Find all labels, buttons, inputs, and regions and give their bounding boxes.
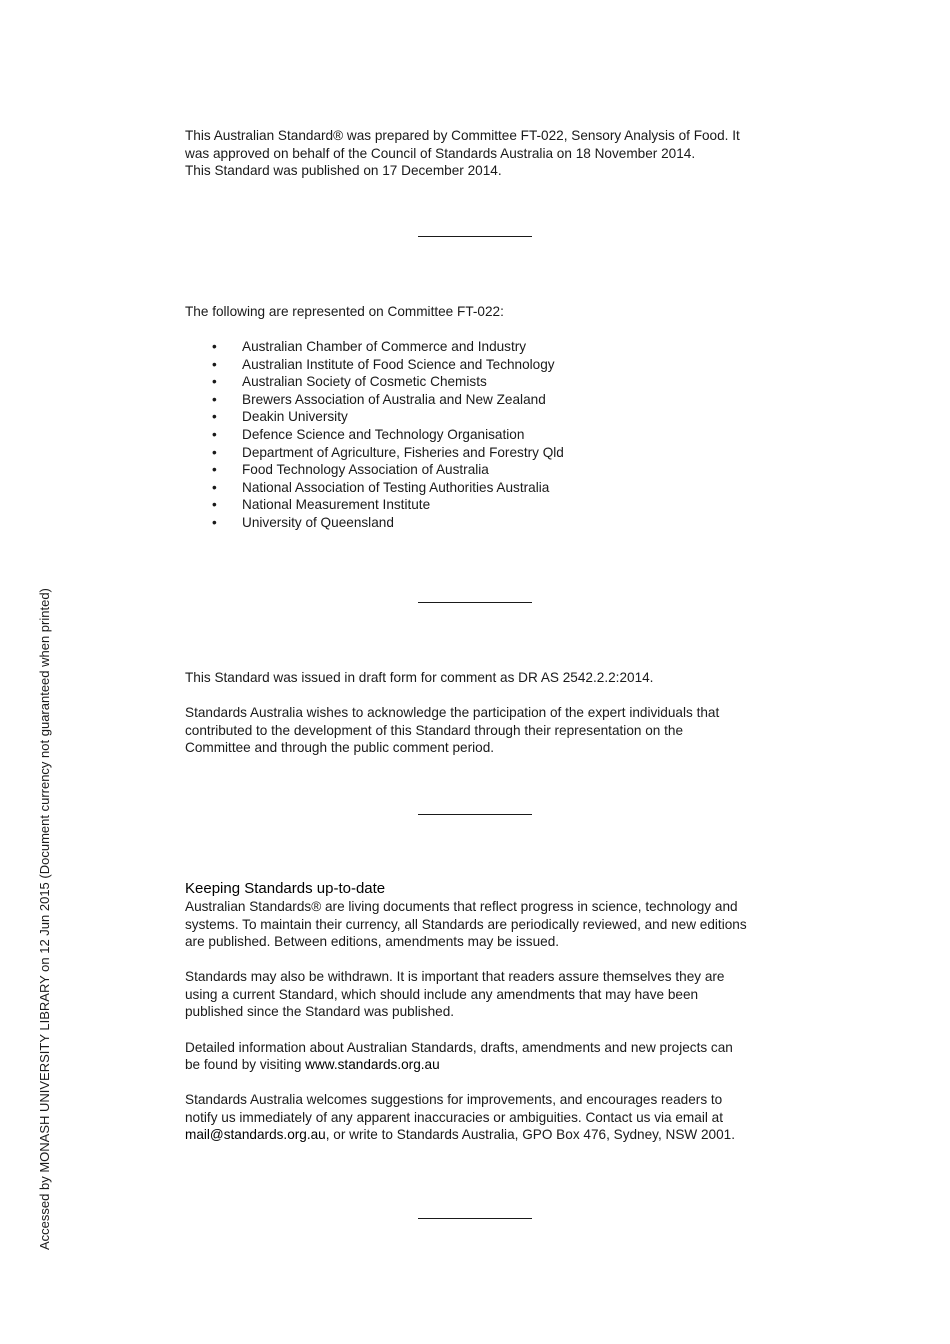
committee-intro: The following are represented on Committee FT-022: <box>185 304 504 319</box>
list-item <box>185 461 775 479</box>
member-name: Defence Science and Technology Organisation <box>242 427 525 443</box>
published-line: This Standard was published on 17 December 2014. <box>185 163 502 179</box>
member-name: National Measurement Institute <box>242 497 431 513</box>
member-name: National Association of Testing Authorities Australia <box>242 479 550 495</box>
list-item <box>185 373 775 391</box>
standards-website-link[interactable]: www.standards.org.au <box>305 1057 440 1073</box>
list-item <box>185 338 775 356</box>
bullet-icon: • <box>212 356 217 372</box>
prepared-line-1: This Australian Standard® was prepared by Committee FT-022, Sensory Analysis of Food. It <box>185 128 740 143</box>
keeping-p2-line-1: Standards may also be withdrawn. It is important that readers assure themselves they are <box>185 969 725 985</box>
bullet-icon: • <box>212 479 217 495</box>
acknowledge-line-3: Committee and through the public comment period. <box>185 740 495 756</box>
keeping-p2-line-2: using a current Standard, which should include any amendments that may have been <box>185 986 699 1002</box>
bullet-icon: • <box>212 462 217 478</box>
postal-address-text: , or write to Standards Australia, GPO Box 476, Sydney, NSW 2001. <box>325 1127 736 1143</box>
member-name: Deakin University <box>242 409 348 425</box>
bullet-icon: • <box>212 409 217 425</box>
acknowledge-line-2: contributed to the development of this Standard through their representation on the <box>185 722 684 738</box>
member-name: Australian Institute of Food Science and Technology <box>242 356 555 372</box>
acknowledge-line-1: Standards Australia wishes to acknowledge the participation of the expert individuals that <box>185 705 720 721</box>
bullet-icon: • <box>212 339 217 355</box>
keeping-p3-line-2 <box>185 1056 775 1074</box>
list-item <box>185 391 775 409</box>
keeping-p1-line-2: systems. To maintain their currency, all Standards are periodically reviewed, and new editions <box>185 916 747 932</box>
committee-section <box>185 303 775 532</box>
section-heading: Keeping Standards up-to-date <box>185 880 386 897</box>
section-divider <box>418 1218 532 1219</box>
bullet-icon: • <box>212 391 217 407</box>
visit-prefix: be found by visiting <box>185 1057 306 1073</box>
keeping-p1-line-3: are published. Between editions, amendments may be issued. <box>185 934 560 950</box>
member-name: Department of Agriculture, Fisheries and Forestry Qld <box>242 444 564 460</box>
keeping-up-to-date-section <box>185 880 775 1144</box>
draft-issued-line: This Standard was issued in draft form for comment as DR AS 2542.2.2:2014. <box>185 670 654 685</box>
bullet-icon: • <box>212 427 217 443</box>
list-item <box>185 408 775 426</box>
section-divider <box>418 602 532 603</box>
member-name: Food Technology Association of Australia <box>242 462 489 478</box>
bullet-icon: • <box>212 444 217 460</box>
bullet-icon: • <box>212 497 217 513</box>
committee-member-list <box>185 338 775 532</box>
list-item <box>185 496 775 514</box>
member-name: Australian Society of Cosmetic Chemists <box>242 374 487 390</box>
access-notice: Accessed by MONASH UNIVERSITY LIBRARY on 12 Jun 2015 (Document currency not guaranteed when printed) <box>37 588 52 1250</box>
bullet-icon: • <box>212 374 217 390</box>
keeping-p4-line-3 <box>185 1126 775 1144</box>
prepared-by-paragraph <box>185 127 775 180</box>
keeping-p1-line-1: Australian Standards® are living documents that reflect progress in science, technology and <box>185 899 738 914</box>
list-item <box>185 426 775 444</box>
email-link[interactable]: mail@standards.org.au <box>185 1127 326 1143</box>
keeping-p4-line-2: notify us immediately of any apparent inaccuracies or ambiguities. Contact us via email at <box>185 1109 723 1125</box>
section-divider <box>418 814 532 815</box>
list-item <box>185 356 775 374</box>
list-item <box>185 444 775 462</box>
keeping-p2-line-3: published since the Standard was published. <box>185 1004 455 1020</box>
member-name: University of Queensland <box>242 515 394 531</box>
prepared-line-2: was approved on behalf of the Council of Standards Australia on 18 November 2014. <box>185 145 696 161</box>
member-name: Australian Chamber of Commerce and Industry <box>242 339 527 355</box>
list-item <box>185 479 775 497</box>
section-divider <box>418 236 532 237</box>
list-item <box>185 514 775 532</box>
keeping-p4-line-1: Standards Australia welcomes suggestions for improvements, and encourages readers to <box>185 1092 723 1108</box>
member-name: Brewers Association of Australia and New Zealand <box>242 391 546 407</box>
keeping-p3-line-1: Detailed information about Australian Standards, drafts, amendments and new projects can <box>185 1039 733 1055</box>
bullet-icon: • <box>212 515 217 531</box>
draft-section <box>185 669 775 757</box>
